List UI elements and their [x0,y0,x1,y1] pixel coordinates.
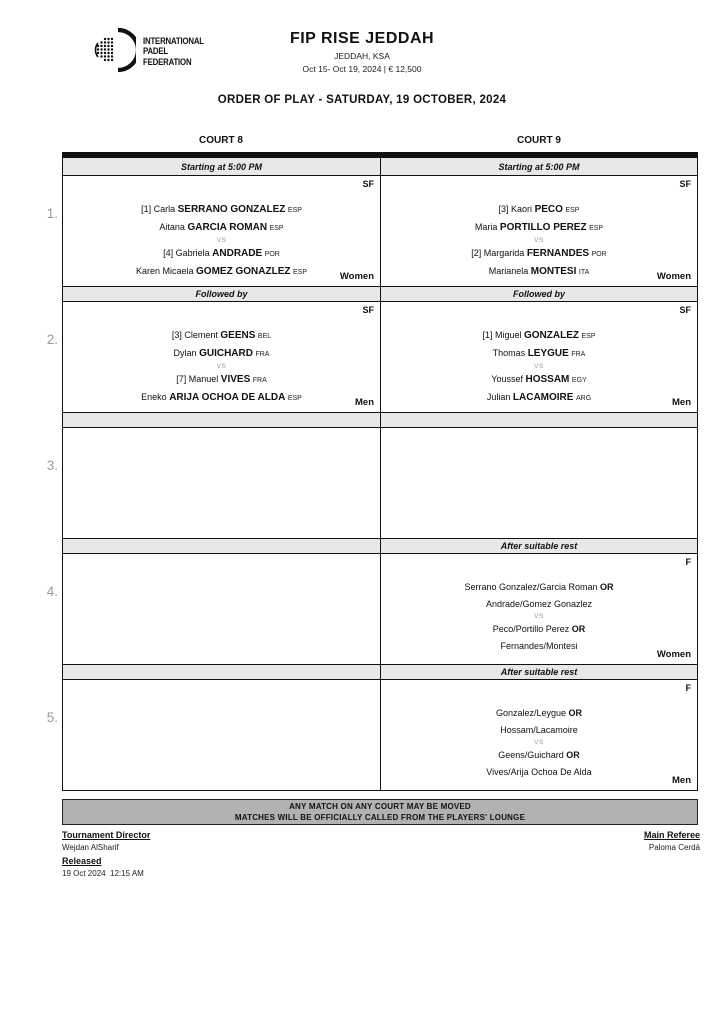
match-number-5: 5. [46,710,58,725]
match-teams [63,176,380,281]
stage-label: SF [679,179,691,189]
slot-3-court8-session [63,413,380,427]
vs-separator: VS [534,237,544,244]
player-line: Karen Micaela GOMEZ GONAZLEZ ESP [135,266,308,277]
slot-4-match-row [63,554,697,664]
slot-1-match-row [63,176,697,286]
main-referee-label: Main Referee [643,830,700,840]
vs-separator: VS [216,363,227,370]
logo-line-3: FEDERATION [143,56,192,68]
vs-separator: VS [534,363,544,370]
stage-label: SF [679,305,691,315]
team-line: Hossam/Lacamoire [500,725,578,735]
player-line: Julian LACAMOIRE ARG [486,392,592,403]
tournament-header [0,30,724,74]
main-referee-name: Paloma Cerdá [648,843,700,852]
player-line: Youssef HOSSAM EGY [491,374,587,385]
logo-line-1: INTERNATIONAL [143,35,204,47]
slot-2-court9-session: Followed by [380,287,697,301]
player-line: [3] Kaori PECO ESP [498,204,580,215]
slot-2-session-row [63,286,697,302]
slot-5-court9-match [380,680,697,790]
slot-2-match-row [63,302,697,412]
stage-label: SF [362,179,374,189]
category-label: Women [656,271,691,282]
match-number-3: 3. [46,458,58,473]
slot-3-court9-session [380,413,697,427]
slot-4-court8-session [63,539,380,553]
slot-5-session-row [63,664,697,680]
released-block [62,856,144,878]
player-line: [1] Carla SERRANO GONZALEZ ESP [141,204,302,215]
vs-separator: VS [534,739,544,746]
player-line: Eneko ARIJA OCHOA DE ALDA ESP [141,392,302,403]
player-line: [4] Gabriela ANDRADE POR [163,248,280,259]
team-line: Fernandes/Montesi [500,641,578,651]
team-line: Serrano Gonzalez/Garcia Roman OR [464,582,614,592]
player-line: [3] Clement GEENS BEL [171,330,272,341]
stage-label: F [685,557,691,567]
player-line: Dylan GUICHARD FRA [173,348,270,359]
slot-5-court8-match [63,680,380,790]
slot-1-session-row [63,158,697,176]
player-line: Aitana GARCIA ROMAN ESP [159,222,284,233]
team-line: Peco/Portillo Perez OR [492,624,586,634]
match-teams [63,302,380,407]
stage-label: F [685,683,691,693]
team-line: Gonzalez/Leygue OR [495,708,583,718]
released-datetime: 19 Oct 2024 12:15 AM [62,869,144,878]
order-of-play-title: ORDER OF PLAY - SATURDAY, 19 OCTOBER, 2024 [217,94,507,106]
court-8-label: COURT 8 [199,135,243,146]
category-label: Men [672,775,691,786]
notice-bar [62,799,698,825]
team-line: Andrade/Gomez Gonazlez [485,599,593,609]
player-line: Maria PORTILLO PEREZ ESP [474,222,604,233]
slot-4-court8-match [63,554,380,664]
player-line: [7] Manuel VIVES FRA [176,374,267,385]
vs-separator: VS [534,613,544,620]
category-label: Women [656,649,691,660]
order-of-play-table [62,152,698,791]
team-line: Geens/Guichard OR [498,750,580,760]
player-line: [1] Miguel GONZALEZ ESP [482,330,596,341]
category-label: Men [672,397,691,408]
vs-separator: VS [216,237,227,244]
slot-5-match-row [63,680,697,790]
slot-1-court9-session: Starting at 5:00 PM [380,158,697,175]
category-label: Women [339,271,374,282]
player-line: [2] Margarida FERNANDES POR [471,248,607,259]
tournament-director-name: Wejdan AlSharif [62,843,119,852]
slot-2-court9-match [380,302,697,412]
notice-line-1: ANY MATCH ON ANY COURT MAY BE MOVED [289,802,471,811]
slot-3-court8-match [63,428,380,538]
tournament-director-label: Tournament Director [62,830,151,840]
match-teams [381,176,697,281]
slot-4-court9-session: After suitable rest [380,539,697,553]
player-line: Thomas LEYGUE FRA [492,348,586,359]
logo-line-2: PADEL [143,46,169,58]
slot-5-court9-session: After suitable rest [380,665,697,679]
tournament-dates-prize: Oct 15- Oct 19, 2024 | € 12,500 [302,64,422,74]
tournament-title: FIP RISE JEDDAH [289,30,435,47]
tournament-director-block [62,830,150,852]
match-number-4: 4. [46,584,58,599]
player-line: Marianela MONTESI ITA [488,266,590,277]
match-number-1: 1. [46,206,58,221]
court-labels [62,135,698,146]
slot-3-match-row [63,428,697,538]
stage-label: SF [362,305,374,315]
notice-line-2: MATCHES WILL BE OFFICIALLY CALLED FROM THE PLAYERS' LOUNGE [234,812,526,822]
slot-3-session-row [63,412,697,428]
slot-2-court8-session: Followed by [195,289,248,299]
slot-1-court8-session: Starting at 5:00 PM [180,161,263,172]
slot-4-session-row [63,538,697,554]
slot-5-court8-session [63,665,380,679]
slot-4-court9-match [380,554,697,664]
slot-1-court9-match [380,176,697,286]
category-label: Men [355,397,374,408]
match-teams [381,302,697,407]
slot-1-court8-match [63,176,380,286]
slot-3-court9-match [380,428,697,538]
main-referee-block [644,830,700,852]
released-label: Released [62,856,102,866]
tournament-location: JEDDAH, KSA [334,51,390,61]
match-teams [381,554,697,655]
team-line: Vives/Arija Ochoa De Alda [486,767,592,777]
court-9-label: COURT 9 [517,135,561,146]
slot-2-court8-match [63,302,380,412]
match-teams [381,680,697,781]
match-number-2: 2. [46,332,58,347]
